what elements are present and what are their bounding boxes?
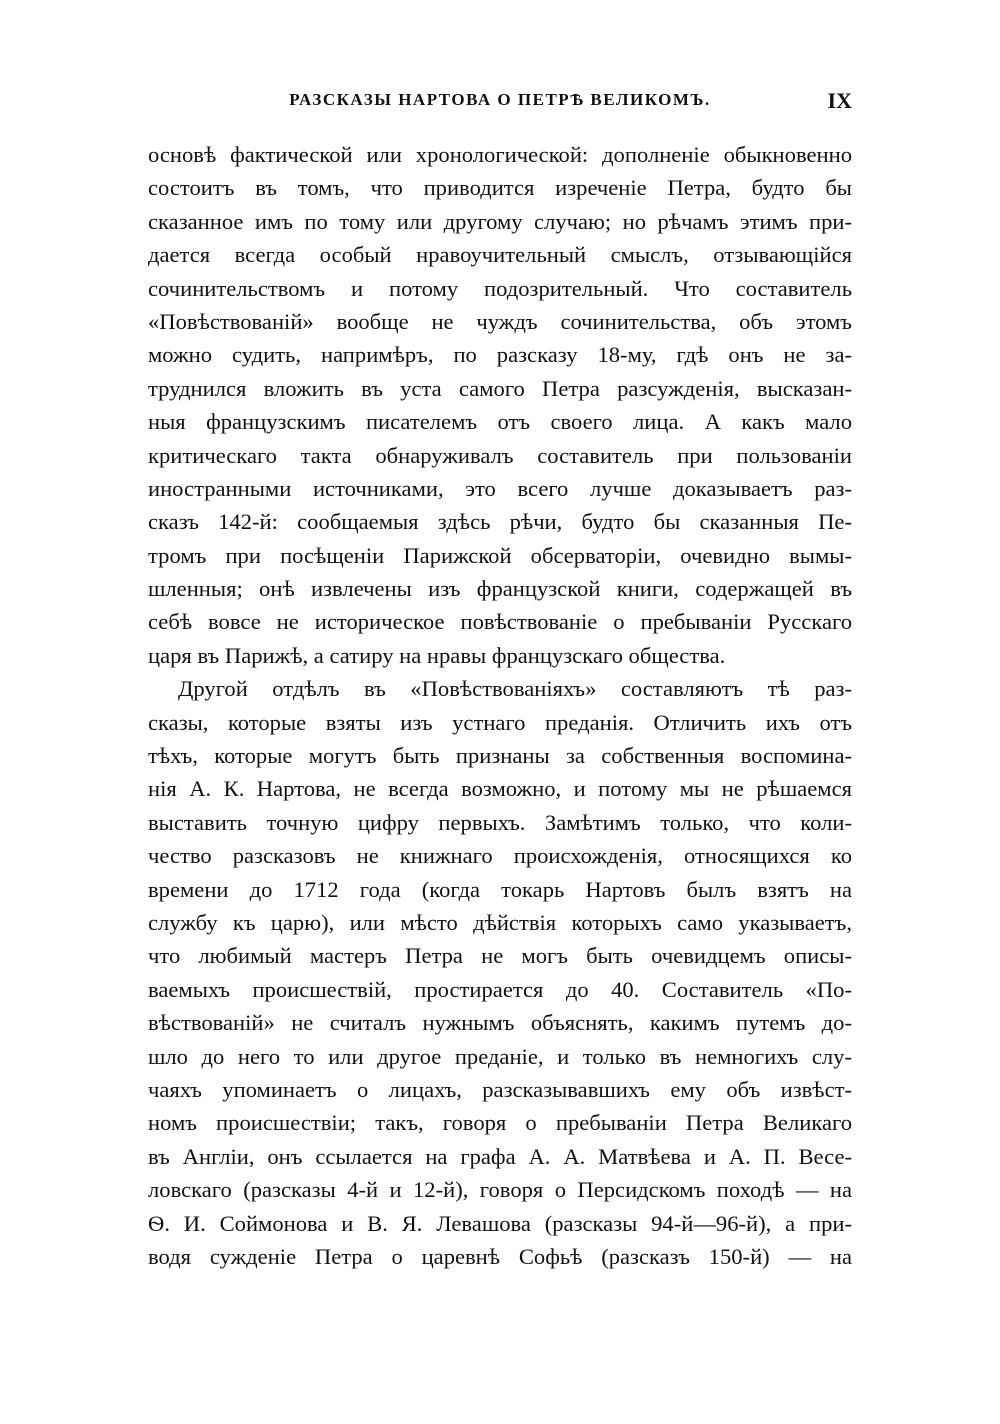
text-line: ловскаго (разсказы 4-й и 12-й), говоря о Персидскомъ походѣ — на: [148, 1177, 852, 1203]
text-line: шленныя; онѣ извлечены изъ французской книги, содержащей въ: [148, 576, 852, 602]
text-line: состоитъ въ томъ, что приводится изреченіе Петра, будто бы: [148, 175, 852, 201]
body-text: [148, 138, 852, 1273]
paragraph-1: [148, 138, 852, 672]
text-line: что любимый мастеръ Петра не могъ быть очевидцемъ описы-: [148, 943, 852, 969]
text-line: въ Англіи, онъ ссылается на графа А. А. Матвѣева и А. П. Весе-: [148, 1143, 852, 1169]
text-line: тромъ при посѣщеніи Парижской обсерваторіи, очевидно вымы-: [148, 542, 852, 568]
text-line: шло до него то или другое преданіе, и только въ немногихъ слу-: [148, 1043, 852, 1069]
text-line: себѣ вовсе не историческое повѣствованіе о пребываніи Русскаго: [148, 609, 852, 635]
text-line: тѣхъ, которые могутъ быть признаны за собственныя воспомина-: [148, 743, 852, 769]
text-line: основѣ фактической или хронологической: дополненіе обыкновенно: [148, 142, 852, 167]
text-line: службу къ царю), или мѣсто дѣйствія которыхъ само указываетъ,: [148, 909, 852, 935]
text-line: водя сужденіе Петра о царевнѣ Софьѣ (разсказъ 150-й) — на: [148, 1243, 852, 1269]
text-line: сказанное имъ по тому или другому случаю; но рѣчамъ этимъ при-: [148, 208, 852, 234]
text-line: царя въ Парижѣ, а сатиру на нравы французскаго общества.: [148, 642, 726, 668]
text-line: номъ происшествіи; такъ, говоря о пребываніи Петра Великаго: [148, 1110, 852, 1136]
text-line: «Повѣствованій» вообще не чуждъ сочинительства, объ этомъ: [148, 308, 852, 334]
text-line: Другой отдѣлъ въ «Повѣствованіяхъ» составляютъ тѣ раз-: [178, 676, 852, 702]
text-line: чество разсказовъ не книжнаго происхожденія, относящихся ко: [148, 843, 852, 869]
text-line: иностранными источниками, это всего лучше доказываетъ раз-: [148, 475, 852, 501]
page-header: [148, 88, 852, 118]
page-number: IX: [827, 88, 852, 113]
text-line: времени до 1712 года (когда токарь Нартовъ былъ взятъ на: [148, 876, 852, 902]
text-line: ныя французскимъ писателемъ отъ своего лица. А какъ мало: [148, 409, 852, 435]
text-line: труднился вложить въ уста самого Петра разсужденія, высказан-: [148, 375, 852, 401]
text-line: дается всегда особый нравоучительный смыслъ, отзывающійся: [148, 242, 852, 268]
text-line: вѣствованій» не считалъ нужнымъ объяснять, какимъ путемъ до-: [148, 1010, 852, 1036]
text-line: выставить точную цифру первыхъ. Замѣтимъ только, что коли-: [148, 809, 852, 835]
text-line: ваемыхъ происшествій, простирается до 40. Составитель «По-: [148, 976, 852, 1002]
text-line: сочинительствомъ и потому подозрительный. Что составитель: [148, 275, 852, 301]
text-line: Ѳ. И. Соймонова и В. Я. Левашова (разсказы 94-й—96-й), а при-: [148, 1210, 852, 1236]
text-line: критическаго такта обнаруживалъ составитель при пользованіи: [148, 442, 852, 468]
running-title: РАЗСКАЗЫ НАРТОВА О ПЕТРѢ ВЕЛИКОМЪ.: [289, 90, 711, 109]
text-line: сказъ 142-й: сообщаемыя здѣсь рѣчи, будто бы сказанныя Пе-: [148, 509, 852, 535]
text-line: сказы, которые взяты изъ устнаго преданія. Отличить ихъ отъ: [148, 709, 852, 735]
text-line: нія А. К. Нартова, не всегда возможно, и потому мы не рѣшаемся: [148, 776, 852, 802]
paragraph-2: [148, 672, 852, 1273]
text-line: можно судить, напримѣръ, по разсказу 18-му, гдѣ онъ не за-: [148, 342, 852, 368]
text-line: чаяхъ упоминаетъ о лицахъ, разсказывавшихъ ему объ извѣст-: [148, 1076, 852, 1102]
